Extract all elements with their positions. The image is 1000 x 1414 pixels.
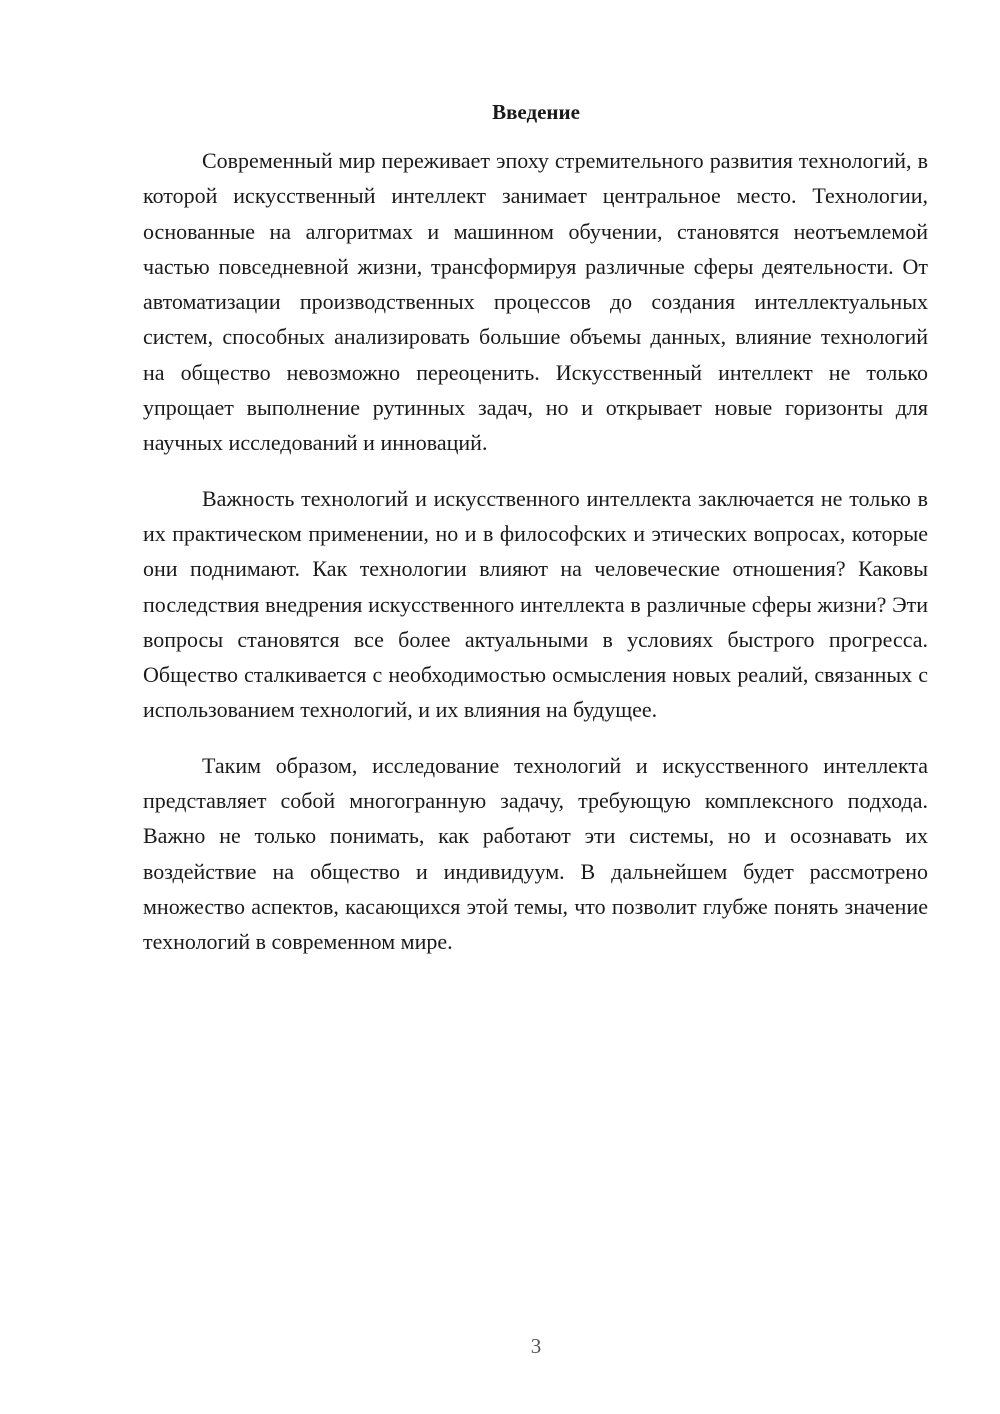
paragraph-1: Современный мир переживает эпоху стремительного развития технологий, в которой искусственный интеллект занимает центральное место. Технологии, основанные на алгоритмах и машинном обучении, становятся неотъемлемой частью повседневной жизни, трансформируя различные сферы деятельности. От автоматизации производственных процессов до создания интеллектуальных систем, способных анализировать большие объемы данных, влияние технологий на общество невозможно переоценить. Искусственный интеллект не только упрощает выполнение рутинных задач, но и открывает новые горизонты для научных исследований и инноваций. — [143, 148, 928, 456]
paragraph-2: Важность технологий и искусственного интеллекта заключается не только в их практическом применении, но и в философских и этических вопросах, которые они поднимают. Как технологии влияют на человеческие отношения? Каковы последствия внедрения искусственного интеллекта в различные сферы жизни? Эти вопросы становятся все более актуальными в условиях быстрого прогресса. Общество сталкивается с необходимостью осмысления новых реалий, связанных с использованием технологий, и их влияния на будущее. — [143, 485, 928, 723]
page-number: 3 — [530, 1334, 542, 1358]
paragraph-3: Таким образом, исследование технологий и искусственного интеллекта представляет собой многогранную задачу, требующую комплексного подхода. Важно не только понимать, как работают эти системы, но и осознавать их воздействие на общество и индивидуум. В дальнейшем будет рассмотрено множество аспектов, касающихся этой темы, что позволит глубже понять значение технологий в современном мире. — [143, 752, 928, 955]
page-heading: Введение — [492, 100, 580, 124]
body-text — [143, 143, 928, 980]
